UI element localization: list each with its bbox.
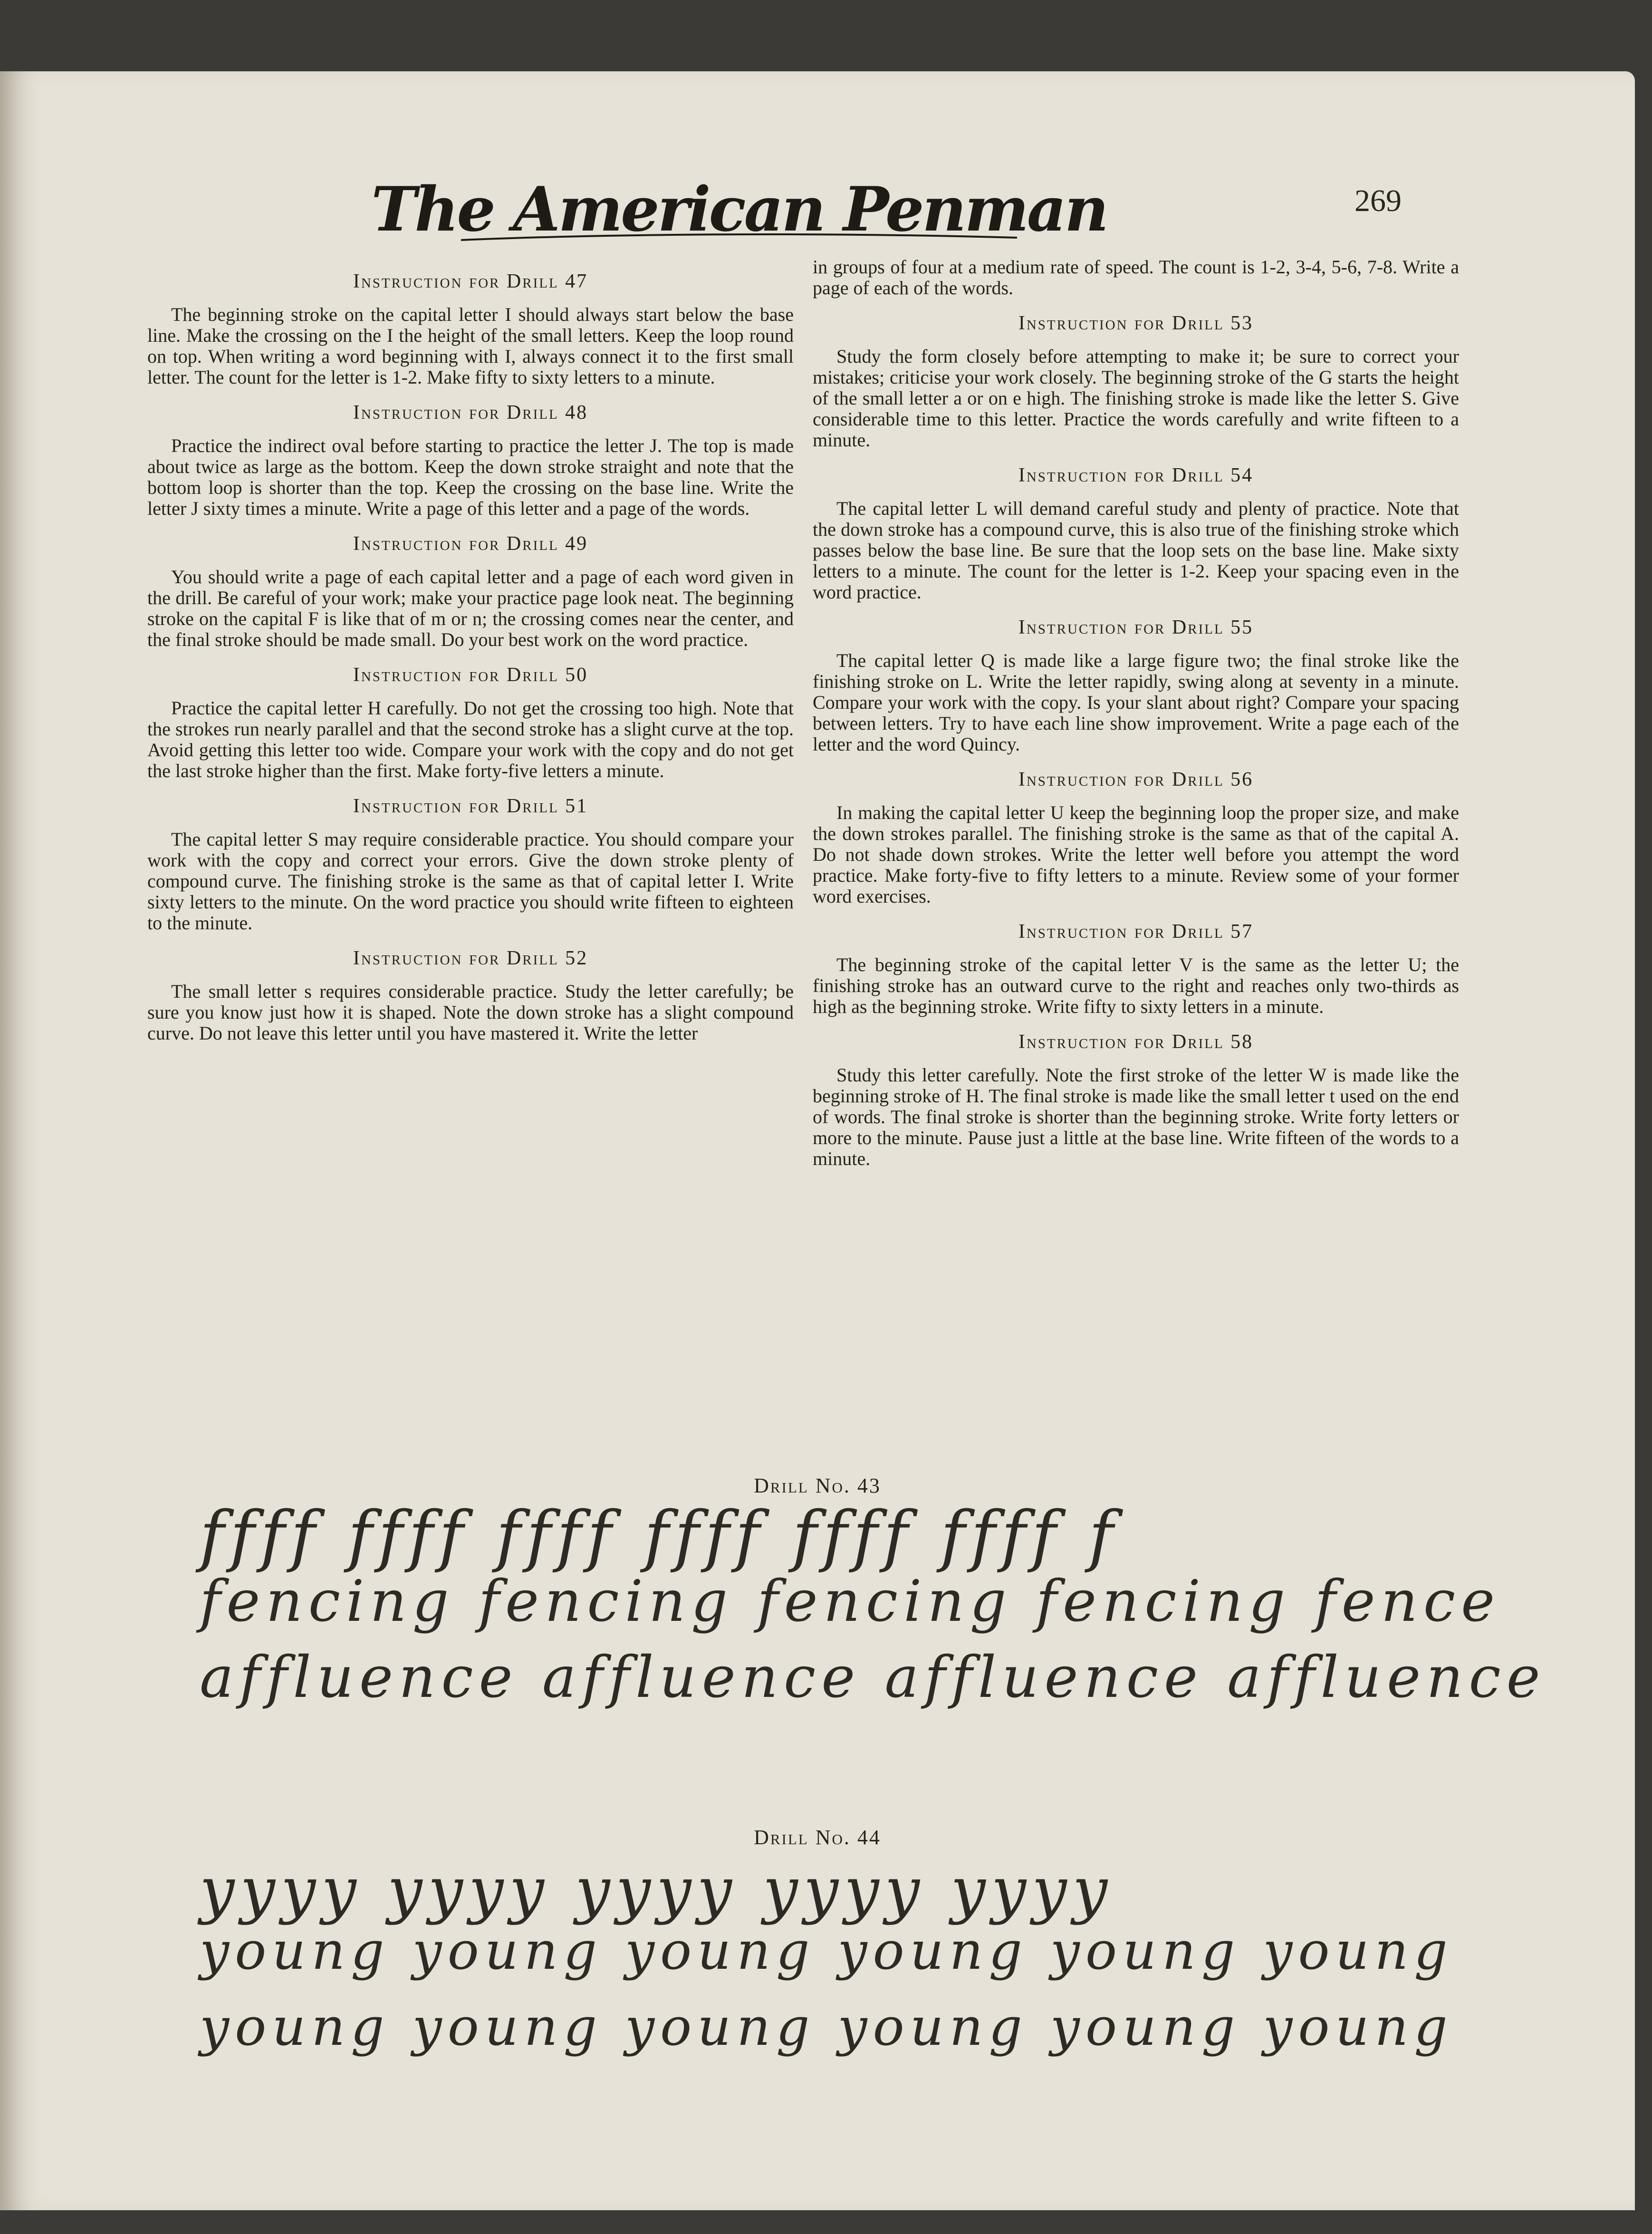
drill-52-title: Instruction for Drill 52 [353, 947, 588, 969]
drill-57-text: The beginning stroke of the capital letter V is the same as the letter U; the finishing stroke has an outward curve to the right and reaches only two-thirds as high as the beginning stroke. Write fifty to sixty letters in a minute. [813, 954, 1459, 1017]
drill-54-text: The capital letter L will demand careful study and plenty of practice. Note that the down stroke has a compound curve, this is also true of the finishing stroke which passes below the base line. Be sure that the loop sets on the base line. Make sixty letters to a minute. The count for the letter is 1-2. Keep your spacing even in the word practice. [813, 498, 1459, 603]
drill-57-title: Instruction for Drill 57 [1018, 921, 1254, 943]
drill-43-label: Drill No. 43 [754, 1474, 881, 1497]
drill-44-label: Drill No. 44 [754, 1826, 881, 1849]
drill-51-text: The capital letter S may require considerable practice. You should compare your work with the copy and correct your errors. Give the down stroke plenty of compound curve. The finishing stroke is the same as that of capital letter I. Write sixty letters to the minute. On the word practice you should write fifteen to eighteen to the minute. [147, 828, 794, 934]
drill-56-title: Instruction for Drill 56 [1018, 769, 1254, 790]
drill-44-line-2: young young young young young young [200, 1920, 1453, 1981]
drill-54-title: Instruction for Drill 54 [1018, 464, 1254, 486]
drill-58-text: Study this letter carefully. Note the first stroke of the letter W is made like the beginning stroke of H. The final stroke is made like the small letter t used on the end of words. The final stroke is shorter than the beginning stroke. Write forty letters or more to the minute. Pause just a little at the base line. Write fifteen of the words to a minute. [813, 1064, 1459, 1169]
left-column [147, 257, 794, 1044]
drill-58-title: Instruction for Drill 58 [1018, 1031, 1254, 1053]
drill-43-line-1: ffff ffff ffff ffff ffff ffff f [200, 1497, 1119, 1575]
drill-51-title: Instruction for Drill 51 [353, 795, 588, 817]
drill-44-line-3: young young young young young young [200, 1996, 1453, 2057]
drill-50-title: Instruction for Drill 50 [353, 664, 588, 686]
drill-52-continuation: in groups of four at a medium rate of speed. The count is 1-2, 3-4, 5-6, 7-8. Write a page of each of the words. [813, 256, 1459, 299]
drill-47-text: The beginning stroke on the capital letter I should always start below the base line. Make the crossing on the I the height of the small letters. Keep the loop round on top. When writing a word beginning with I, always connect it to the first small letter. The count for the letter is 1-2. Make fifty to sixty letters to a minute. [147, 304, 794, 388]
drill-49-text: You should write a page of each capital letter and a page of each word given in the drill. Be careful of your work; make your practice page look neat. The beginning stroke on the capital F is like that of m or n; the crossing comes near the center, and the final stroke should be made small. Do your best work on the word practice. [147, 566, 794, 650]
drill-52-text: The small letter s requires considerable practice. Study the letter carefully; be sure you know just how it is shaped. Note the down stroke has a slight compound curve. Do not leave this letter until you have mastered it. Write the letter [147, 981, 794, 1044]
drill-50-text: Practice the capital letter H carefully. Do not get the crossing too high. Note that the strokes run nearly parallel and that the second stroke has a slight curve at the top. Avoid getting this letter too wide. Compare your work with the copy and do not get the last stroke higher than the first. Make forty-five letters a minute. [147, 697, 794, 781]
drill-48-title: Instruction for Drill 48 [353, 402, 588, 424]
drill-49-title: Instruction for Drill 49 [353, 533, 588, 555]
drill-53-title: Instruction for Drill 53 [1018, 312, 1254, 334]
masthead-title: The American Penman [371, 174, 1107, 245]
drill-55-title: Instruction for Drill 55 [1018, 616, 1254, 638]
drill-43-line-2: fencing fencing fencing fencing fence [200, 1569, 1501, 1635]
drill-43-line-3: affluence affluence affluence affluence [200, 1645, 1546, 1711]
drill-56-text: In making the capital letter U keep the beginning loop the proper size, and make the down strokes parallel. The finishing stroke is the same as that of the capital A. Do not shade down strokes. Write the letter well before you attempt the word practice. Make forty-five to fifty letters to a minute. Review some of your former word exercises. [813, 802, 1459, 907]
right-column [813, 257, 1459, 1169]
drill-44-line-1: yyyy yyyy yyyy yyyy yyyy [200, 1854, 1114, 1926]
drill-55-text: The capital letter Q is made like a large figure two; the final stroke like the finishing stroke on L. Write the letter rapidly, swing along at seventy in a minute. Compare your work with the copy. Is your slant about right? Compare your spacing between letters. Try to have each line show improvement. Write a page each of the letter and the word Quincy. [813, 650, 1459, 755]
page-number: 269 [1354, 183, 1402, 218]
drill-47-title: Instruction for Drill 47 [353, 270, 588, 292]
drill-48-text: Practice the indirect oval before starting to practice the letter J. The top is made about twice as large as the bottom. Keep the down stroke straight and note that the bottom loop is shorter than the top. Keep the crossing on the base line. Write the letter J sixty times a minute. Write a page of this letter and a page of the words. [147, 435, 794, 519]
drill-53-text: Study the form closely before attempting to make it; be sure to correct your mistakes; criticise your work closely. The beginning stroke of the G starts the height of the small letter a or on e high. The finishing stroke is made like the letter S. Give considerable time to this letter. Practice the words carefully and write fifteen to a minute. [813, 346, 1459, 451]
masthead [371, 174, 1107, 247]
